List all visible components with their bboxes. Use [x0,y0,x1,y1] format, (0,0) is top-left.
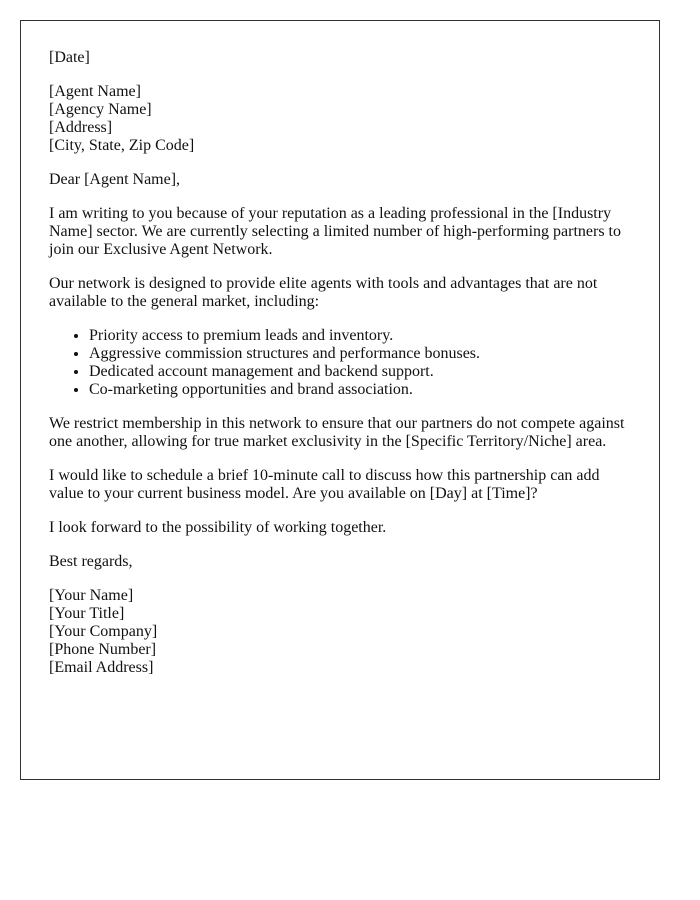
recipient-agency-name: [Agency Name] [49,101,152,118]
restriction-paragraph: We restrict membership in this network to ensure that our partners do not compete against one another, allowing for true market exclusivity in the [Specific Territory/Niche] area. [49,415,625,450]
recipient-address-block [49,83,631,155]
signature-company: [Your Company] [49,623,158,640]
closing-line: I look forward to the possibility of working together. [49,519,387,536]
signature-title: [Your Title] [49,605,125,622]
date: [Date] [49,49,90,66]
letter-page [20,20,660,780]
benefits-list [49,327,631,399]
recipient-agent-name: [Agent Name] [49,83,141,100]
benefit-item: • Priority access to premium leads and inventory. [89,327,631,345]
recipient-address: [Address] [49,119,113,136]
sign-off: Best regards, [49,553,133,570]
benefit-item: • Dedicated account management and backend support. [89,363,631,381]
signature-phone: [Phone Number] [49,641,157,658]
signature-email: [Email Address] [49,659,154,676]
network-paragraph: Our network is designed to provide elite agents with tools and advantages that are not available to the general market, including: [49,275,598,310]
salutation: Dear [Agent Name], [49,171,181,188]
intro-paragraph: I am writing to you because of your reputation as a leading professional in the [Industry Name] sector. We are currently selecting a limited number of high-performing partners to join our Exclusive Agent Network. [49,205,621,258]
benefit-item: • Aggressive commission structures and performance bonuses. [89,345,631,363]
recipient-city-state-zip: [City, State, Zip Code] [49,137,195,154]
signature-block [49,587,631,677]
call-paragraph: I would like to schedule a brief 10-minute call to discuss how this partnership can add value to your current business model. Are you available on [Day] at [Time]? [49,467,600,502]
date-block [49,49,631,67]
benefit-item: • Co-marketing opportunities and brand association. [89,381,631,399]
signature-name: [Your Name] [49,587,134,604]
